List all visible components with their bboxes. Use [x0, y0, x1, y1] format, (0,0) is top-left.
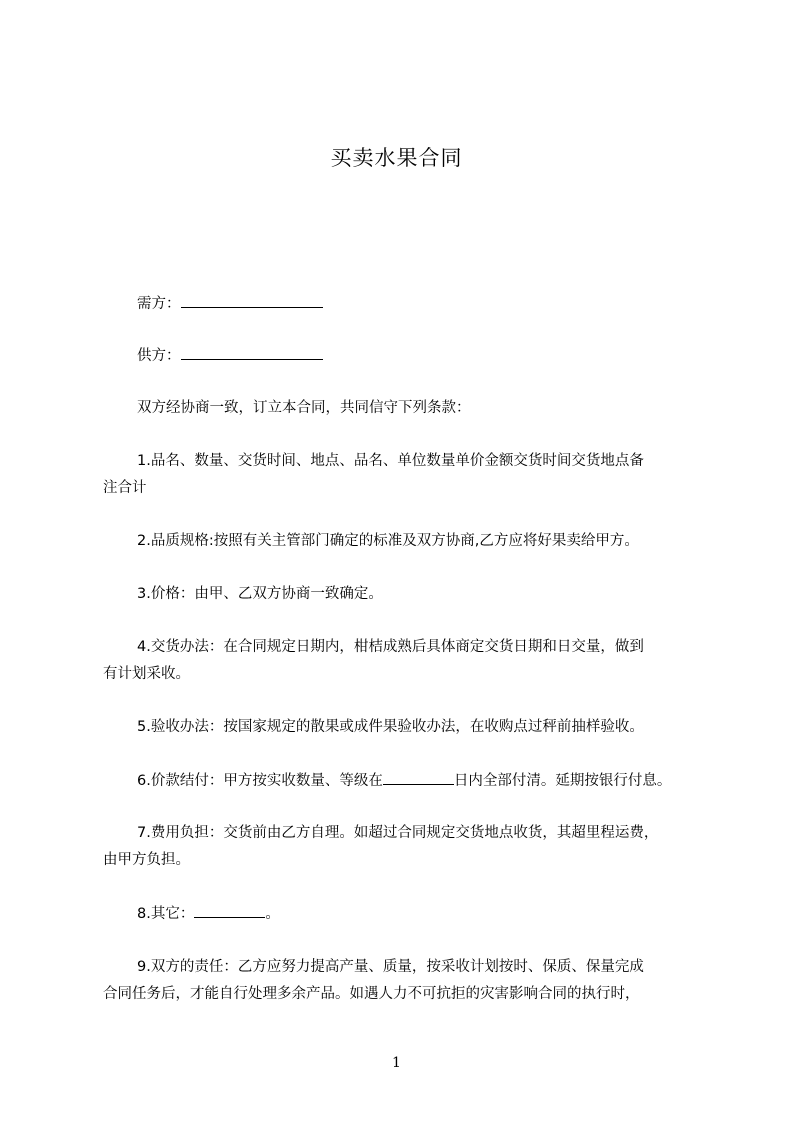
- supplier-line: [137, 345, 323, 366]
- clause-7-line-1: 7.费用负担：交货前由乙方自理。如超过合同规定交货地点收货，其超里程运费，: [137, 825, 659, 841]
- document-title: 买卖水果合同: [330, 146, 463, 170]
- clause-8: [137, 903, 280, 924]
- clause-6-text-a: 6.价款结付：甲方按实收数量、等级在: [137, 773, 383, 789]
- clause-1-line-1: 1.品名、数量、交货时间、地点、品名、单位数量单价金额交货时间交货地点备: [137, 453, 644, 469]
- clause-9-line-2: 合同任务后，才能自行处理多余产品。如遇人力不可抗拒的灾害影响合同的执行时，: [103, 986, 640, 1002]
- clause-3: 3.价格：由甲、乙双方协商一致确定。: [137, 586, 383, 602]
- buyer-label: 需方：: [137, 296, 181, 312]
- clause-9-line-1: 9.双方的责任：乙方应努力提高产量、质量，按采收计划按时、保质、保量完成: [137, 959, 644, 975]
- clause-5: 5.验收办法：按国家规定的散果或成件果验收办法，在收购点过秤前抽样验收。: [137, 719, 644, 735]
- supplier-label: 供方：: [137, 348, 181, 364]
- clause-8-blank: [194, 903, 265, 918]
- supplier-blank: [181, 345, 323, 360]
- buyer-line: [137, 293, 323, 314]
- clause-6-text-b: 日内全部付清。延期按银行付息。: [453, 773, 672, 789]
- clause-6: [137, 770, 671, 791]
- buyer-blank: [181, 293, 323, 308]
- clause-7-line-2: 由甲方负担。: [103, 852, 190, 868]
- clause-4-line-1: 4.交货办法：在合同规定日期内，柑桔成熟后具体商定交货日期和日交量，做到: [137, 639, 644, 655]
- clause-6-days-blank: [383, 770, 454, 785]
- clause-2: 2.品质规格:按照有关主管部门确定的标准及双方协商,乙方应将好果卖给甲方。: [137, 533, 639, 549]
- intro-text: 双方经协商一致，订立本合同，共同信守下列条款：: [137, 400, 471, 416]
- clause-8-text-a: 8.其它：: [137, 906, 195, 922]
- clause-8-text-b: 。: [265, 906, 280, 922]
- page-number: 1: [392, 1055, 401, 1071]
- clause-4-line-2: 有计划采收。: [103, 666, 190, 682]
- clause-1-line-2: 注合计: [103, 480, 147, 496]
